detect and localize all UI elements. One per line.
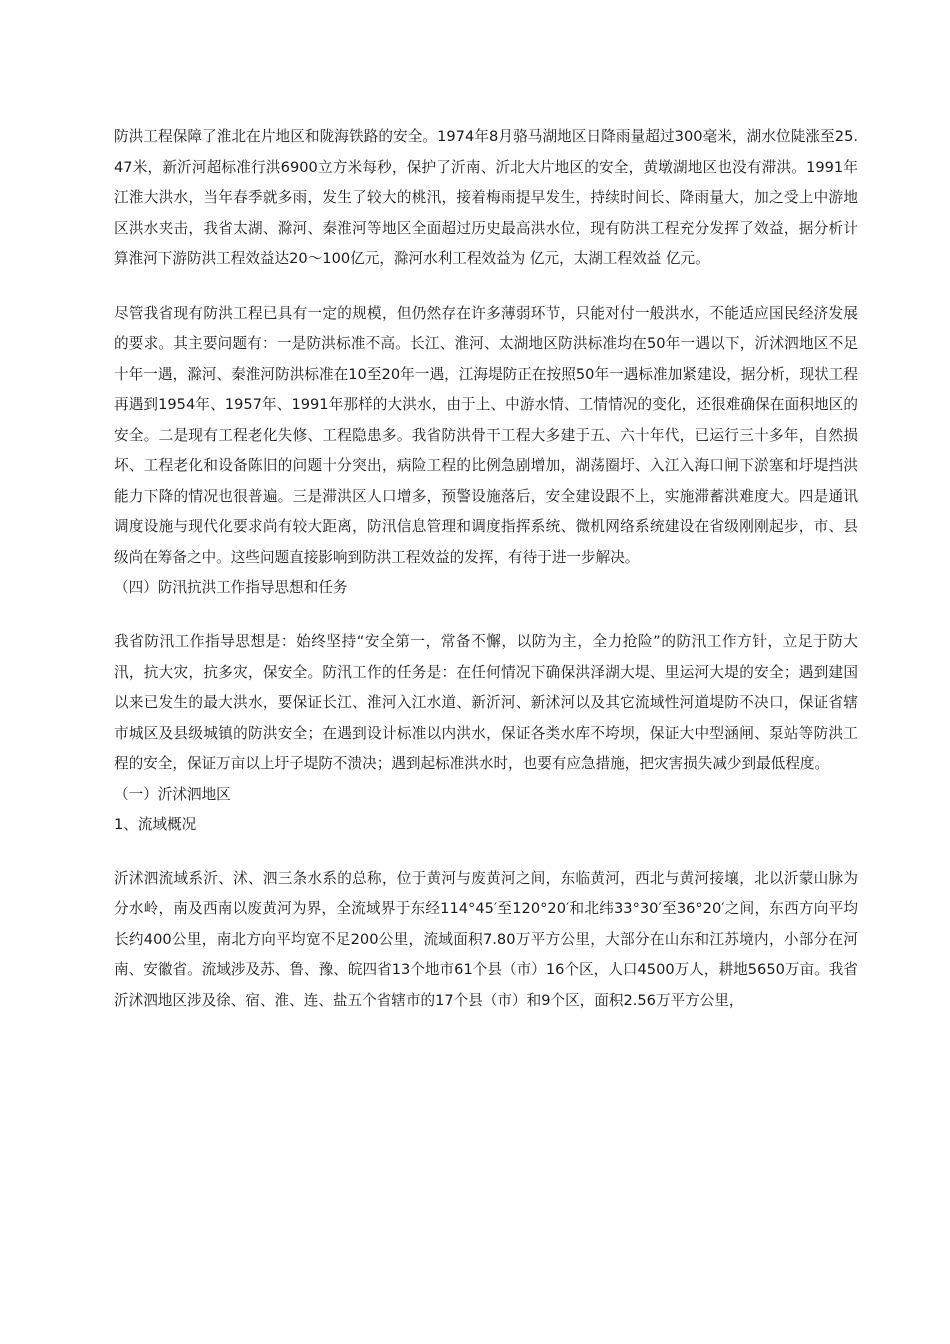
- document-page: [114, 122, 858, 1016]
- section-heading-yishusi-region: （一）沂沭泗地区: [114, 785, 231, 803]
- paragraph-basin-overview: 沂沭泗流域系沂、沭、泗三条水系的总称，位于黄河与废黄河之间，东临黄河，西北与黄河接壤，北以沂蒙山脉为分水岭，南及西南以废黄河为界，全流域界于东经114°45′至120°20′和北纬33°30′至36°20′之间，东西方向平均长约400公里，南北方向平均宽不足200公里，流域面积7.80万平方公里，大部分在山东和江苏境内，小部分在河南、安徽省。流域涉及苏、鲁、豫、皖四省13个地市61个县（市）16个区，人口4500万人，耕地5650万亩。我省沂沭泗地区涉及徐、宿、淮、连、盐五个省辖市的17个县（市）和9个区，面积2.56万平方公里，: [114, 869, 858, 1009]
- paragraph-flood-benefits: 防洪工程保障了淮北在片地区和陇海铁路的安全。1974年8月骆马湖地区日降雨量超过300毫米，湖水位陡涨至25.47米，新沂河超标准行洪6900立方米每秒，保护了沂南、沂北大片地区的安全，黄墩湖地区也没有滞洪。1991年江淮大洪水，当年春季就多雨，发生了较大的桃汛，接着梅雨提早发生，持续时间长、降雨量大，加之受上中游地区洪水夹击，我省太湖、滁河、秦淮河等地区全面超过历史最高洪水位，现有防洪工程充分发挥了效益，据分析计算淮河下游防洪工程效益达20～100亿元，滁河水利工程效益为 亿元，太湖工程效益 亿元。: [114, 128, 858, 267]
- section-heading-guiding-ideas: （四）防汛抗洪工作指导思想和任务: [114, 579, 348, 596]
- subsection-heading-basin-overview: 1、流域概况: [114, 815, 197, 833]
- paragraph-guiding-ideas: 我省防汛工作指导思想是：始终坚持“安全第一，常备不懈，以防为主，全力抢险”的防汛工作方针，立足于防大汛，抗大灾，抗多灾，保安全。防汛工作的任务是：在任何情况下确保洪泽湖大堤、里运河大堤的安全；遇到建国以来已发生的最大洪水，要保证长江、淮河入江水道、新沂河、新沭河以及其它流域性河道堤防不决口，保证省辖市城区及县级城镇的防洪安全；在遇到设计标准以内洪水，保证各类水库不垮坝，保证大中型涵闸、泵站等防洪工程的安全，保证万亩以上圩子堤防不溃决；遇到起标准洪水时，也要有应急措施，把灾害损失减少到最低程度。: [114, 633, 858, 772]
- paragraph-existing-problems: 尽管我省现有防洪工程已具有一定的规模，但仍然存在许多薄弱环节，只能对付一般洪水，不能适应国民经济发展的要求。其主要问题有：一是防洪标准不高。长江、淮河、太湖地区防洪标准均在50年一遇以下，沂沭泗地区不足十年一遇，滁河、秦淮河防洪标准在10至20年一遇，江海堤防正在按照50年一遇标准加紧建设，据分析，现状工程再遇到1954年、1957年、1991年那样的大洪水，由于上、中游水情、工情情况的变化，还很难确保在面积地区的安全。二是现有工程老化失修、工程隐患多。我省防洪骨干工程大多建于五、六十年代，已运行三十多年，自然损坏、工程老化和设备陈旧的问题十分突出，病险工程的比例急剧增加，湖荡圈圩、入江入海口闸下淤塞和圩堤挡洪能力下降的情况也很普遍。三是滞洪区人口增多，预警设施落后，安全建设跟不上，实施滞蓄洪难度大。四是通讯调度设施与现代化要求尚有较大距离，防汛信息管理和调度指挥系统、微机网络系统建设在省级刚刚起步，市、县级尚在筹备之中。这些问题直接影响到防洪工程效益的发挥，有待于进一步解决。: [114, 304, 858, 566]
